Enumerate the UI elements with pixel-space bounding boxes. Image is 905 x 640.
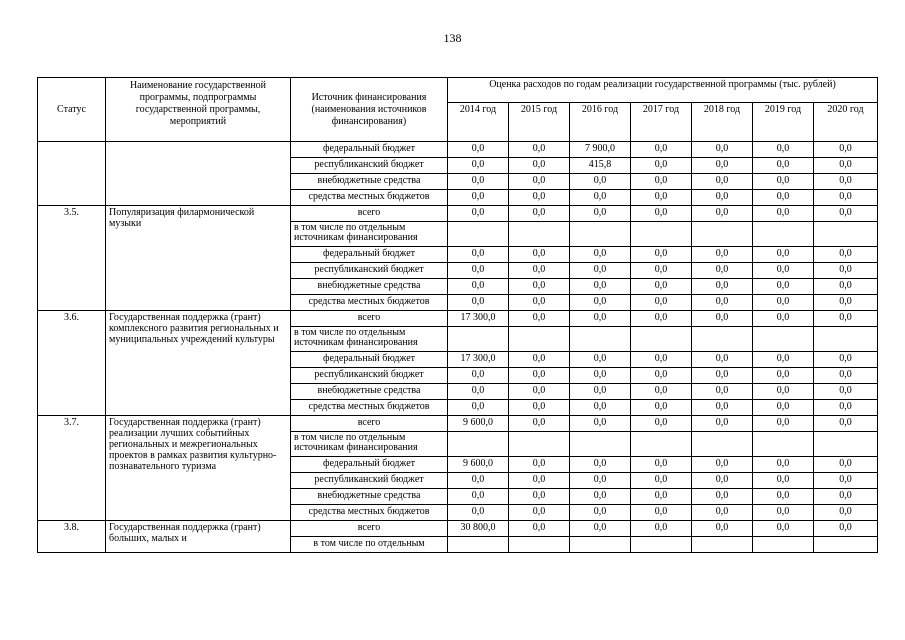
- row-value: 0,0: [448, 142, 509, 158]
- row-value: 30 800,0: [448, 521, 509, 537]
- row-value: 0,0: [692, 263, 753, 279]
- row-source: в том числе по отдельным: [291, 537, 448, 553]
- row-value: 0,0: [631, 384, 692, 400]
- row-value: 0,0: [448, 473, 509, 489]
- row-value: 0,0: [509, 174, 570, 190]
- row-source: средства местных бюджетов: [291, 295, 448, 311]
- row-value: 0,0: [814, 174, 878, 190]
- row-source: в том числе по отдельным источникам финансирования: [291, 327, 448, 352]
- row-value: 0,0: [509, 295, 570, 311]
- row-source: федеральный бюджет: [291, 247, 448, 263]
- row-source: республиканский бюджет: [291, 158, 448, 174]
- row-value: 0,0: [692, 142, 753, 158]
- row-value: 0,0: [692, 457, 753, 473]
- table-row: [38, 521, 878, 537]
- row-value: 0,0: [814, 142, 878, 158]
- row-value: 0,0: [509, 521, 570, 537]
- row-value: [631, 327, 692, 352]
- budget-table: [37, 77, 878, 553]
- row-value: 0,0: [631, 158, 692, 174]
- row-value: 0,0: [631, 473, 692, 489]
- row-value: 0,0: [753, 352, 814, 368]
- row-source: всего: [291, 416, 448, 432]
- row-value: 0,0: [631, 489, 692, 505]
- row-value: 0,0: [814, 521, 878, 537]
- row-value: 0,0: [631, 505, 692, 521]
- row-value: [570, 432, 631, 457]
- header-year: 2017 год: [631, 103, 692, 142]
- row-value: 0,0: [814, 384, 878, 400]
- row-name: Государственная поддержка (грант) больших, малых и: [106, 521, 291, 553]
- row-value: 0,0: [753, 311, 814, 327]
- row-value: 0,0: [814, 247, 878, 263]
- row-value: [631, 222, 692, 247]
- row-value: 0,0: [509, 368, 570, 384]
- row-value: 0,0: [570, 279, 631, 295]
- row-value: 0,0: [692, 311, 753, 327]
- row-value: [692, 327, 753, 352]
- row-value: 0,0: [631, 352, 692, 368]
- row-value: 0,0: [692, 174, 753, 190]
- row-value: [753, 222, 814, 247]
- row-source: средства местных бюджетов: [291, 400, 448, 416]
- row-value: 0,0: [509, 352, 570, 368]
- row-value: 0,0: [814, 489, 878, 505]
- row-value: 0,0: [692, 489, 753, 505]
- row-value: 0,0: [448, 174, 509, 190]
- page-number: 138: [443, 31, 462, 45]
- row-value: 0,0: [448, 295, 509, 311]
- row-value: 0,0: [509, 384, 570, 400]
- row-value: 0,0: [692, 352, 753, 368]
- row-value: 0,0: [814, 416, 878, 432]
- row-name: Государственная поддержка (грант) реализации лучших событийных региональных и межрегиональных проектов в рамках развития культурно-познавательного туризма: [106, 416, 291, 521]
- row-value: 0,0: [509, 457, 570, 473]
- row-value: [814, 222, 878, 247]
- row-value: 0,0: [631, 311, 692, 327]
- row-value: 0,0: [692, 368, 753, 384]
- row-value: 0,0: [509, 206, 570, 222]
- row-value: 0,0: [570, 311, 631, 327]
- row-status: [38, 142, 106, 206]
- row-source: всего: [291, 521, 448, 537]
- row-value: 0,0: [631, 206, 692, 222]
- row-value: 0,0: [692, 416, 753, 432]
- row-value: 0,0: [692, 247, 753, 263]
- row-value: [509, 537, 570, 553]
- row-value: 0,0: [753, 295, 814, 311]
- row-value: 0,0: [692, 158, 753, 174]
- row-value: [814, 327, 878, 352]
- row-value: 0,0: [631, 142, 692, 158]
- row-value: [448, 432, 509, 457]
- row-value: 0,0: [448, 190, 509, 206]
- row-value: 0,0: [509, 263, 570, 279]
- row-status: 3.6.: [38, 311, 106, 416]
- row-source: всего: [291, 206, 448, 222]
- row-value: 0,0: [509, 247, 570, 263]
- row-value: 0,0: [814, 457, 878, 473]
- row-value: 0,0: [631, 416, 692, 432]
- row-value: 7 900,0: [570, 142, 631, 158]
- row-value: 0,0: [448, 247, 509, 263]
- row-value: 0,0: [692, 400, 753, 416]
- row-value: [814, 432, 878, 457]
- row-value: 0,0: [570, 400, 631, 416]
- row-value: [753, 432, 814, 457]
- row-value: 0,0: [753, 416, 814, 432]
- row-value: 0,0: [814, 279, 878, 295]
- row-value: 0,0: [753, 142, 814, 158]
- row-value: [692, 537, 753, 553]
- row-value: [570, 537, 631, 553]
- row-value: 0,0: [692, 473, 753, 489]
- row-name: [106, 142, 291, 206]
- row-value: 0,0: [631, 457, 692, 473]
- row-value: [448, 537, 509, 553]
- row-value: 17 300,0: [448, 311, 509, 327]
- row-value: [753, 327, 814, 352]
- row-value: 0,0: [814, 368, 878, 384]
- row-value: 0,0: [509, 190, 570, 206]
- table-row: [38, 416, 878, 432]
- header-year: 2016 год: [570, 103, 631, 142]
- header-year: 2015 год: [509, 103, 570, 142]
- row-value: 0,0: [509, 473, 570, 489]
- row-value: 0,0: [570, 352, 631, 368]
- row-value: [448, 327, 509, 352]
- row-value: 0,0: [570, 368, 631, 384]
- row-value: 0,0: [753, 206, 814, 222]
- row-value: [570, 327, 631, 352]
- row-value: [631, 432, 692, 457]
- row-value: 0,0: [692, 206, 753, 222]
- row-value: 0,0: [448, 384, 509, 400]
- row-value: 0,0: [631, 368, 692, 384]
- row-value: 0,0: [509, 158, 570, 174]
- row-value: 0,0: [814, 352, 878, 368]
- row-value: [509, 327, 570, 352]
- row-value: 0,0: [692, 384, 753, 400]
- row-value: 0,0: [631, 263, 692, 279]
- row-status: 3.5.: [38, 206, 106, 311]
- header-year: 2018 год: [692, 103, 753, 142]
- header-status: Статус: [38, 78, 106, 142]
- header-name: Наименование государственной программы, подпрограммы государственной программы, мероприятий: [106, 78, 291, 142]
- row-value: 0,0: [631, 279, 692, 295]
- row-value: 0,0: [570, 174, 631, 190]
- row-value: 0,0: [814, 505, 878, 521]
- row-value: [509, 432, 570, 457]
- row-value: 9 600,0: [448, 416, 509, 432]
- row-source: внебюджетные средства: [291, 489, 448, 505]
- table-row: [38, 311, 878, 327]
- row-value: 17 300,0: [448, 352, 509, 368]
- row-value: 0,0: [570, 247, 631, 263]
- row-value: 0,0: [692, 521, 753, 537]
- row-source: федеральный бюджет: [291, 352, 448, 368]
- row-value: 0,0: [570, 505, 631, 521]
- header-source: Источник финансирования (наименования источников финансирования): [291, 78, 448, 142]
- row-value: 0,0: [448, 400, 509, 416]
- row-value: 0,0: [448, 368, 509, 384]
- row-source: средства местных бюджетов: [291, 505, 448, 521]
- row-value: 0,0: [448, 489, 509, 505]
- header-year: 2020 год: [814, 103, 878, 142]
- row-value: 0,0: [631, 295, 692, 311]
- row-value: 0,0: [570, 206, 631, 222]
- row-source: внебюджетные средства: [291, 279, 448, 295]
- row-value: 0,0: [509, 416, 570, 432]
- row-value: 0,0: [814, 190, 878, 206]
- row-value: 0,0: [509, 505, 570, 521]
- row-value: 0,0: [814, 206, 878, 222]
- row-value: 0,0: [448, 279, 509, 295]
- row-value: [448, 222, 509, 247]
- row-value: 0,0: [753, 263, 814, 279]
- row-value: 0,0: [570, 473, 631, 489]
- row-name: Популяризация филармонической музыки: [106, 206, 291, 311]
- row-value: 0,0: [753, 457, 814, 473]
- row-value: 0,0: [570, 521, 631, 537]
- row-value: 0,0: [753, 174, 814, 190]
- row-value: [753, 537, 814, 553]
- header-year: 2019 год: [753, 103, 814, 142]
- row-value: [692, 222, 753, 247]
- row-value: 0,0: [753, 473, 814, 489]
- row-value: [509, 222, 570, 247]
- row-value: 0,0: [753, 384, 814, 400]
- row-value: 0,0: [448, 263, 509, 279]
- row-value: 0,0: [814, 311, 878, 327]
- header-year: 2014 год: [448, 103, 509, 142]
- row-source: в том числе по отдельным источникам финансирования: [291, 222, 448, 247]
- row-value: 9 600,0: [448, 457, 509, 473]
- row-value: 0,0: [814, 295, 878, 311]
- row-source: федеральный бюджет: [291, 142, 448, 158]
- row-value: 0,0: [570, 263, 631, 279]
- row-source: внебюджетные средства: [291, 384, 448, 400]
- row-source: всего: [291, 311, 448, 327]
- row-value: 0,0: [570, 457, 631, 473]
- row-value: 0,0: [753, 521, 814, 537]
- row-value: 0,0: [631, 521, 692, 537]
- row-value: 0,0: [448, 505, 509, 521]
- row-value: 0,0: [753, 279, 814, 295]
- row-value: 415,8: [570, 158, 631, 174]
- row-value: 0,0: [753, 190, 814, 206]
- row-name: Государственная поддержка (грант) комплексного развития региональных и муниципальных учреждений культуры: [106, 311, 291, 416]
- row-status: 3.8.: [38, 521, 106, 553]
- row-value: 0,0: [509, 400, 570, 416]
- row-value: 0,0: [753, 247, 814, 263]
- row-source: внебюджетные средства: [291, 174, 448, 190]
- table-body: [38, 142, 878, 553]
- row-value: 0,0: [692, 505, 753, 521]
- row-value: 0,0: [631, 400, 692, 416]
- row-value: 0,0: [631, 247, 692, 263]
- row-value: 0,0: [448, 158, 509, 174]
- row-value: 0,0: [814, 158, 878, 174]
- row-source: в том числе по отдельным источникам финансирования: [291, 432, 448, 457]
- row-value: 0,0: [814, 473, 878, 489]
- row-value: 0,0: [570, 416, 631, 432]
- row-value: [814, 537, 878, 553]
- row-value: 0,0: [509, 279, 570, 295]
- row-value: 0,0: [448, 206, 509, 222]
- row-value: 0,0: [570, 295, 631, 311]
- row-value: 0,0: [692, 295, 753, 311]
- row-value: [570, 222, 631, 247]
- row-source: республиканский бюджет: [291, 473, 448, 489]
- row-value: 0,0: [509, 142, 570, 158]
- row-value: 0,0: [570, 384, 631, 400]
- table-row: [38, 142, 878, 158]
- header-estimate: Оценка расходов по годам реализации государственной программы (тыс. рублей): [448, 78, 878, 103]
- row-value: 0,0: [753, 158, 814, 174]
- row-value: 0,0: [631, 190, 692, 206]
- row-value: 0,0: [509, 489, 570, 505]
- row-value: 0,0: [753, 505, 814, 521]
- table-row: [38, 206, 878, 222]
- row-value: [631, 537, 692, 553]
- row-value: 0,0: [753, 368, 814, 384]
- row-status: 3.7.: [38, 416, 106, 521]
- row-source: республиканский бюджет: [291, 368, 448, 384]
- row-value: 0,0: [631, 174, 692, 190]
- row-value: 0,0: [814, 400, 878, 416]
- row-value: 0,0: [570, 489, 631, 505]
- row-value: 0,0: [753, 400, 814, 416]
- row-source: федеральный бюджет: [291, 457, 448, 473]
- row-source: республиканский бюджет: [291, 263, 448, 279]
- row-value: 0,0: [692, 190, 753, 206]
- row-value: 0,0: [814, 263, 878, 279]
- row-value: 0,0: [753, 489, 814, 505]
- row-source: средства местных бюджетов: [291, 190, 448, 206]
- row-value: 0,0: [692, 279, 753, 295]
- row-value: 0,0: [570, 190, 631, 206]
- row-value: 0,0: [509, 311, 570, 327]
- row-value: [692, 432, 753, 457]
